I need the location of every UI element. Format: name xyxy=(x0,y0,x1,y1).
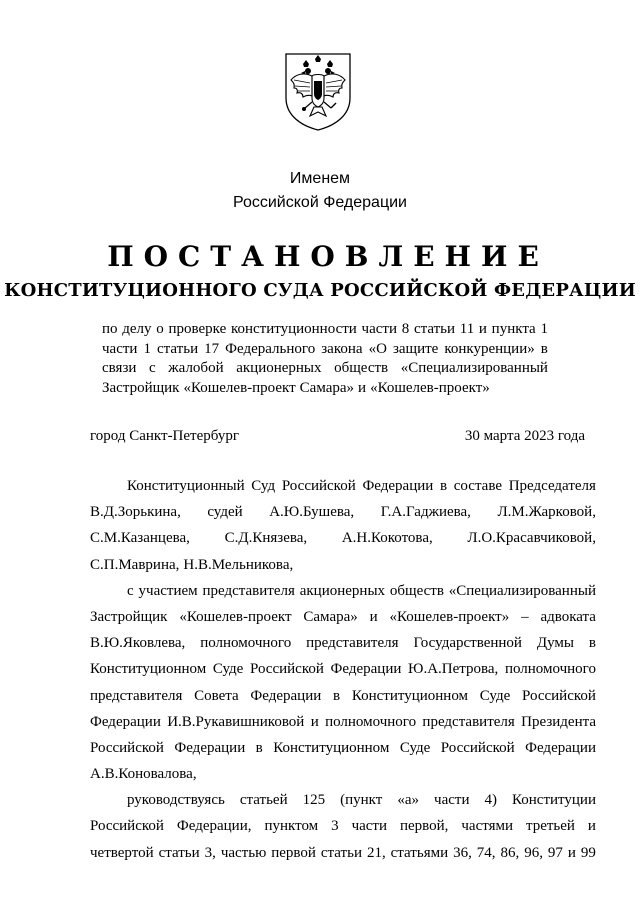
body-line: Конституционный Суд Российской Федерации в составе Председателя xyxy=(127,478,596,494)
body-line: Российской Федерации в Конституционном Суде Российской Федерации xyxy=(90,739,596,756)
document-subtitle: КОНСТИТУЦИОННОГО СУДА РОССИЙСКОЙ ФЕДЕРАЦИИ xyxy=(4,280,636,301)
body-line: четвертой статьи 3, частью первой статьи 21, статьями 36, 74, 86, 96, 97 и 99 xyxy=(90,844,596,861)
body-line: с участием представителя акционерных обществ «Специализированный xyxy=(127,582,596,599)
coat-of-arms-emblem xyxy=(282,50,354,132)
case-line: Застройщик «Кошелев-проект Самара» и «Кошелев-проект» xyxy=(102,379,490,396)
city: город Санкт-Петербург xyxy=(90,428,239,444)
body-line: руководствуясь статьей 125 (пункт «а» части 4) Конституции xyxy=(127,792,596,809)
document-title: ПОСТАНОВЛЕНИЕ xyxy=(107,240,549,273)
body-line: Федерации И.В.Рукавишниковой и полномочного представителя Президента xyxy=(90,713,596,730)
russian-federation: Российской Федерации xyxy=(233,194,407,211)
in-the-name-of: Именем xyxy=(289,170,351,187)
case-line: связи с жалобой акционерных обществ «Специализированный xyxy=(102,360,548,376)
body-line: А.В.Коновалова, xyxy=(90,766,197,783)
body-line: Российской Федерации, пунктом 3 части первой, частями третьей и xyxy=(90,818,596,835)
document-body xyxy=(90,473,596,866)
body-line: В.Д.Зорькина, судей А.Ю.Бушева, Г.А.Гаджиева, Л.М.Жарковой, xyxy=(90,504,596,521)
body-line: представителя Совета Федерации в Конституционном Суде Российской xyxy=(90,687,596,704)
body-line: С.М.Казанцева, С.Д.Князева, А.Н.Кокотова, Л.О.Красавчиковой, xyxy=(90,530,596,547)
case-line: части 1 статьи 17 Федерального закона «О защите конкуренции» в xyxy=(102,340,548,357)
case-line: по делу о проверке конституционности части 8 статьи 11 и пункта 1 xyxy=(102,321,548,337)
body-line: Конституционном Суде Российской Федерации Ю.А.Петрова, полномочного xyxy=(90,661,596,678)
body-line: В.Ю.Яковлева, полномочного представителя Государственной Думы в xyxy=(90,635,596,652)
date: 30 марта 2023 года xyxy=(464,428,585,444)
body-line: Застройщик «Кошелев-проект Самара» и «Кошелев-проект» – адвоката xyxy=(90,608,596,625)
case-description xyxy=(102,320,548,398)
body-line: С.П.Маврина, Н.В.Мельникова, xyxy=(90,556,294,573)
